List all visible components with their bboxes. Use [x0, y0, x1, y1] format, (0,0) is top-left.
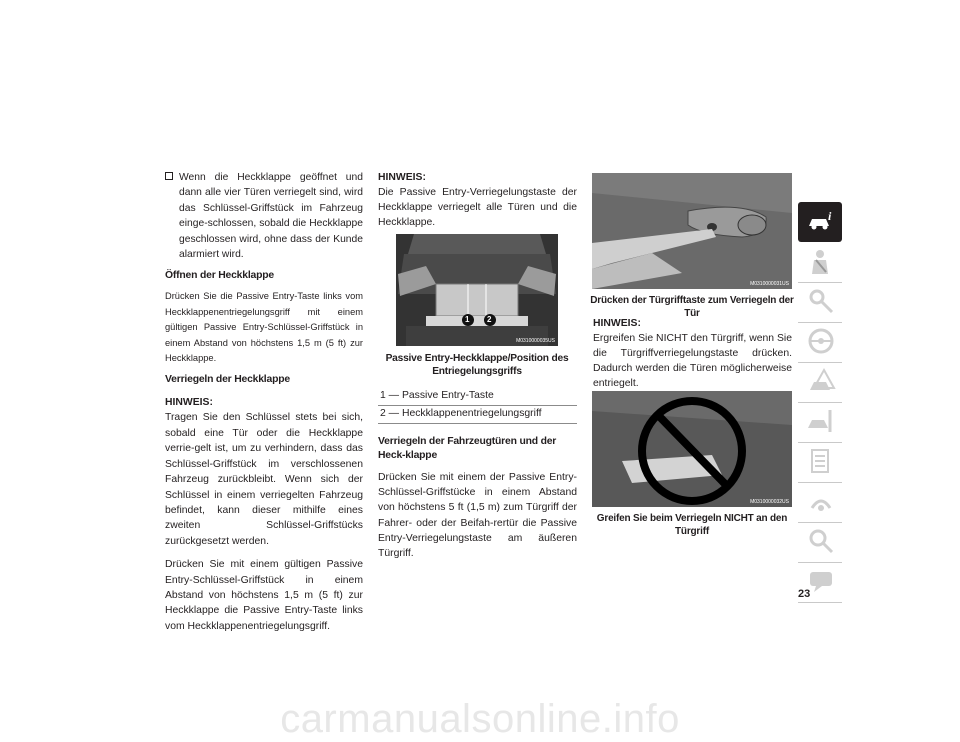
column-left	[165, 170, 363, 634]
tab-vehicle-info[interactable]	[798, 202, 842, 242]
paragraph-open-liftgate: Drücken Sie die Passive Entry-Taste links vom Heckklappenentriegelungsgriff mit einem gültigen Passive Entry-Schlüssel-Griffstück in einem Abstand von höchstens 1,5 m (5 ft) zur Heckklappe.	[165, 291, 363, 364]
liftgate-figure	[396, 234, 558, 346]
callout-2: 2	[487, 315, 492, 324]
heading-lock-liftgate: Verriegeln der Heckklappe	[165, 374, 290, 386]
heading-lock-doors: Verriegeln der Fahrzeugtüren und der Heck-klappe	[378, 436, 557, 461]
page-number: 23	[798, 588, 811, 600]
key-icon	[806, 286, 836, 316]
column-right	[593, 316, 792, 391]
signal-icon	[806, 486, 836, 516]
checklist-icon	[806, 446, 836, 476]
seatbelt-icon	[806, 246, 836, 276]
figure-id: M0310000035US	[516, 338, 555, 344]
speech-icon	[806, 566, 836, 596]
door-handle-illustration	[592, 173, 792, 289]
note-label: HINWEIS:	[378, 172, 426, 183]
car-info-icon	[806, 206, 836, 236]
tab-emergency[interactable]	[798, 362, 842, 403]
bullet-square-icon	[165, 172, 173, 180]
liftgate-caption: Passive Entry-Heckklappe/Position des Entriegelungsgriffs	[385, 353, 569, 377]
note-label: HINWEIS:	[593, 318, 641, 329]
note-text: Die Passive Entry-Verriegelungstaste der Heckklappe verriegelt alle Türen und die Heckklappe.	[378, 187, 577, 229]
tab-starting[interactable]	[798, 282, 842, 323]
warning-car-icon	[806, 366, 836, 396]
door-handle-figure	[592, 173, 792, 289]
note-text: Ergreifen Sie NICHT den Türgriff, wenn Sie die Türgriffverriegelungstaste drücken. Dadurch werden die Türen möglicherweise entriegelt.	[593, 333, 792, 389]
tab-servicing[interactable]	[798, 402, 842, 443]
paragraph-lock-doors: Drücken Sie mit einem der Passive Entry-Schlüssel-Griffstücke in einem Abstand von höchstens 5 ft (1,5 m) zum Türgriff der Fahrer- oder der Beifah-rertür die Passive Entry-Verriegelungstaste am äußeren Türgriff.	[378, 472, 577, 560]
tab-safety[interactable]	[798, 242, 842, 283]
note-text: Tragen Sie den Schlüssel stets bei sich, sobald eine Tür oder die Heckklappe verrie-gelt ist, um zu verhindern, dass das Schlüssel-Griffstück im verschlossenen Fahrzeug zurückbleibt. Wenn sich der Schlüssel in einem verriegelten Fahrzeug befindet, kann dieser mithilfe eines zweiten Schlüssel-Griffstücks zurückgesetzt werden.	[165, 412, 363, 547]
legend-list	[378, 388, 577, 424]
no-grab-caption: Greifen Sie beim Verriegeln NICHT an den Türgriff	[596, 513, 788, 537]
svg-text:i: i	[828, 209, 832, 223]
note-label: HINWEIS:	[165, 397, 213, 409]
column-middle-lower	[378, 435, 577, 561]
tab-controls[interactable]	[798, 322, 842, 363]
liftgate-illustration	[396, 234, 558, 346]
tab-multimedia[interactable]	[798, 482, 842, 523]
door-handle-caption: Drücken der Türgrifftaste zum Verriegeln der Tür	[590, 295, 794, 319]
heading-open-liftgate: Öffnen der Heckklappe	[165, 270, 274, 282]
bullet-item	[165, 170, 363, 262]
magnifier-icon	[806, 526, 836, 556]
tab-specs[interactable]	[798, 442, 842, 483]
figure-id: M0310000032US	[750, 499, 789, 505]
legend-item: 1 — Passive Entry-Taste	[378, 388, 577, 406]
figure-id: M0310000031US	[750, 281, 789, 287]
car-wrench-icon	[806, 406, 836, 436]
column-middle	[378, 170, 577, 231]
legend-item: 2 — Heckklappenentriegelungsgriff	[378, 406, 577, 424]
paragraph-lock-liftgate: Drücken Sie mit einem gültigen Passive Entry-Schlüssel-Griffstück in einem Abstand von höchstens 1,5 m (5 ft) zur Heckklappe die Passive Entry-Taste links vom Heckklappenentriegelungsgriff.	[165, 559, 363, 632]
watermark: carmanualsonline.info	[280, 697, 680, 741]
no-grab-illustration	[592, 391, 792, 507]
tab-index[interactable]	[798, 522, 842, 563]
no-grab-figure	[592, 391, 792, 507]
callout-1: 1	[465, 315, 470, 324]
bullet-text: Wenn die Heckklappe geöffnet und dann alle vier Türen verriegelt sind, wird das Schlüssel-Griffstück im Fahrzeug einge-schlossen, sobald die Heckklappe geschlossen wird, ohne dass der Kunde alarmiert wird.	[179, 172, 363, 261]
steering-wheel-icon	[806, 326, 836, 356]
